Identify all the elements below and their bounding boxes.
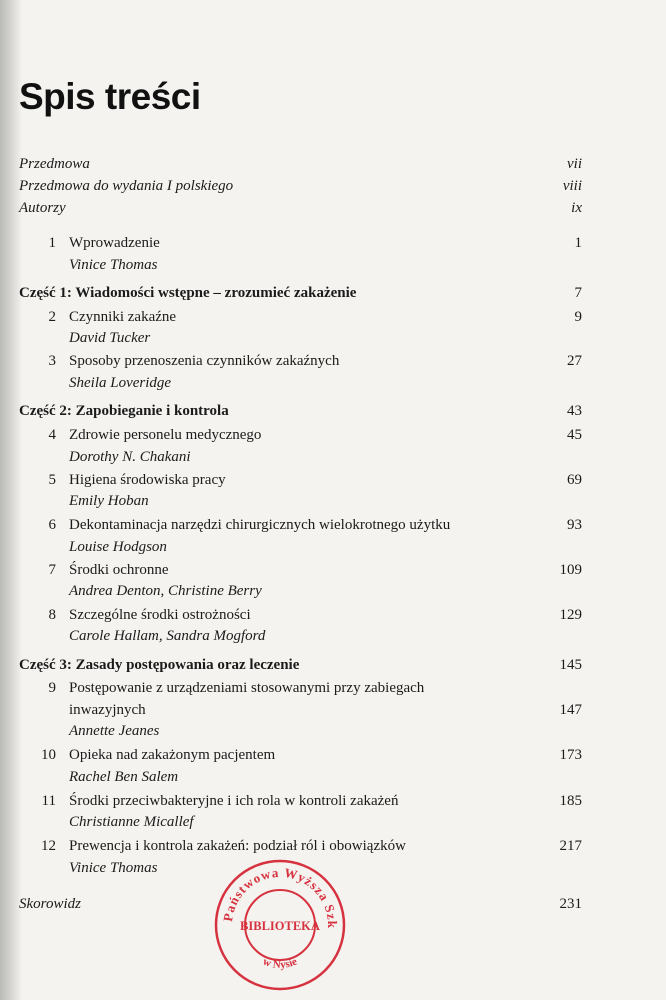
chapter-title: Postępowanie z urządzeniami stosowanymi przy zabiegach — [69, 680, 425, 696]
chapter-author — [0, 490, 600, 512]
author-name: Christianne Micallef — [69, 814, 194, 830]
chapter-title: Dekontaminacja narzędzi chirurgicznych wielokrotnego użytku — [69, 517, 451, 533]
toc-entry-polish-preface[interactable] — [0, 175, 600, 197]
library-stamp — [212, 857, 348, 993]
toc-page-number: viii — [562, 178, 582, 194]
chapter-title: Opieka nad zakażonym pacjentem — [69, 747, 276, 763]
chapter-author — [0, 625, 600, 647]
author-name: Louise Hodgson — [69, 539, 167, 555]
chapter-author — [0, 720, 600, 742]
stamp-ring-text: Państwowa Wyższa Szk — [220, 864, 341, 930]
library-stamp-graphic — [212, 857, 348, 993]
toc-page-number: 69 — [567, 472, 582, 488]
toc-chapter-11[interactable] — [0, 790, 600, 812]
toc-entry-label: Przedmowa — [19, 156, 90, 172]
chapter-author — [0, 766, 600, 788]
chapter-title: Prewencja i kontrola zakażeń: podział ról i obowiązków — [69, 838, 406, 854]
author-name: Vinice Thomas — [69, 860, 158, 876]
toc-chapter-12[interactable] — [0, 835, 600, 857]
toc-chapter-4[interactable] — [0, 424, 600, 446]
chapter-title: Środki przeciwbakteryjne i ich rola w kontroli zakażeń — [69, 793, 399, 809]
toc-chapter-3[interactable] — [0, 350, 600, 372]
chapter-title: Szczególne środki ostrożności — [69, 607, 251, 623]
toc-entry-authors[interactable] — [0, 197, 600, 219]
stamp-bottom-text: w Nysie — [261, 955, 299, 972]
author-name: Sheila Loveridge — [69, 375, 172, 391]
chapter-title: Zdrowie personelu medycznego — [69, 427, 262, 443]
toc-page-number: 231 — [559, 896, 582, 912]
chapter-number: 7 — [48, 562, 56, 578]
toc-entry-preface[interactable] — [0, 153, 600, 175]
toc-chapter-5[interactable] — [0, 469, 600, 491]
chapter-author — [0, 811, 600, 833]
chapter-author — [0, 580, 600, 602]
toc-chapter-9-cont[interactable] — [0, 699, 600, 721]
chapter-title: Higiena środowiska pracy — [69, 472, 226, 488]
toc-chapter-7[interactable] — [0, 559, 600, 581]
chapter-title-continued: inwazyjnych — [69, 702, 146, 718]
toc-page-number: vii — [567, 156, 582, 172]
toc-page-number: 43 — [567, 403, 582, 419]
chapter-title: Sposoby przenoszenia czynników zakaźnych — [69, 353, 340, 369]
chapter-title: Środki ochronne — [69, 562, 169, 578]
toc-chapter-1[interactable] — [0, 232, 600, 254]
toc-chapter-9[interactable] — [0, 677, 600, 699]
author-name: Andrea Denton, Christine Berry — [69, 583, 262, 599]
author-name: David Tucker — [69, 330, 151, 346]
chapter-author — [0, 254, 600, 276]
toc-page-number: 27 — [567, 353, 582, 369]
toc-page-number: 147 — [559, 702, 582, 718]
chapter-number: 8 — [48, 607, 56, 623]
part-title: Część 3: Zasady postępowania oraz leczenie — [19, 657, 300, 673]
chapter-number: 1 — [48, 235, 56, 251]
chapter-number: 11 — [41, 793, 56, 809]
author-name: Dorothy N. Chakani — [69, 449, 191, 465]
chapter-author — [0, 327, 600, 349]
stamp-center-text: BIBLIOTEKA — [240, 919, 320, 933]
toc-page-number: 7 — [574, 285, 582, 301]
author-name: Emily Hoban — [69, 493, 149, 509]
part-title: Część 1: Wiadomości wstępne – zrozumieć zakażenie — [19, 285, 357, 301]
author-name: Annette Jeanes — [69, 723, 160, 739]
toc-page-number: 9 — [574, 309, 582, 325]
toc-page-number: ix — [571, 200, 582, 216]
chapter-number: 3 — [48, 353, 56, 369]
toc-part-1[interactable] — [0, 282, 600, 304]
author-name: Vinice Thomas — [69, 257, 158, 273]
chapter-number: 5 — [48, 472, 56, 488]
toc-page-number: 129 — [559, 607, 582, 623]
chapter-author — [0, 446, 600, 468]
author-name: Carole Hallam, Sandra Mogford — [69, 628, 266, 644]
chapter-number: 9 — [48, 680, 56, 696]
chapter-author — [0, 536, 600, 558]
toc-part-2[interactable] — [0, 400, 600, 422]
toc-entry-label: Autorzy — [19, 200, 66, 216]
chapter-number: 10 — [41, 747, 56, 763]
page-title: Spis treści — [19, 76, 201, 117]
toc-page-number: 93 — [567, 517, 582, 533]
chapter-title: Wprowadzenie — [69, 235, 160, 251]
chapter-number: 6 — [48, 517, 56, 533]
toc-entry-label: Skorowidz — [19, 896, 81, 912]
toc-page-number: 1 — [574, 235, 582, 251]
chapter-number: 12 — [41, 838, 56, 854]
chapter-number: 4 — [48, 427, 56, 443]
toc-page-number: 109 — [559, 562, 582, 578]
toc-chapter-8[interactable] — [0, 604, 600, 626]
toc-page-number: 185 — [559, 793, 582, 809]
chapter-number: 2 — [48, 309, 56, 325]
toc-chapter-2[interactable] — [0, 306, 600, 328]
toc-page-number: 45 — [567, 427, 582, 443]
author-name: Rachel Ben Salem — [69, 769, 179, 785]
chapter-title: Czynniki zakaźne — [69, 309, 177, 325]
toc-page-number: 173 — [559, 747, 582, 763]
toc-part-3[interactable] — [0, 654, 600, 676]
toc-entry-label: Przedmowa do wydania I polskiego — [19, 178, 234, 194]
chapter-author — [0, 372, 600, 394]
toc-chapter-6[interactable] — [0, 514, 600, 536]
svg-text:w Nysie — [261, 956, 299, 972]
part-title: Część 2: Zapobieganie i kontrola — [19, 403, 229, 419]
toc-page-number: 217 — [559, 838, 582, 854]
toc-chapter-10[interactable] — [0, 744, 600, 766]
toc-page-number: 145 — [559, 657, 582, 673]
